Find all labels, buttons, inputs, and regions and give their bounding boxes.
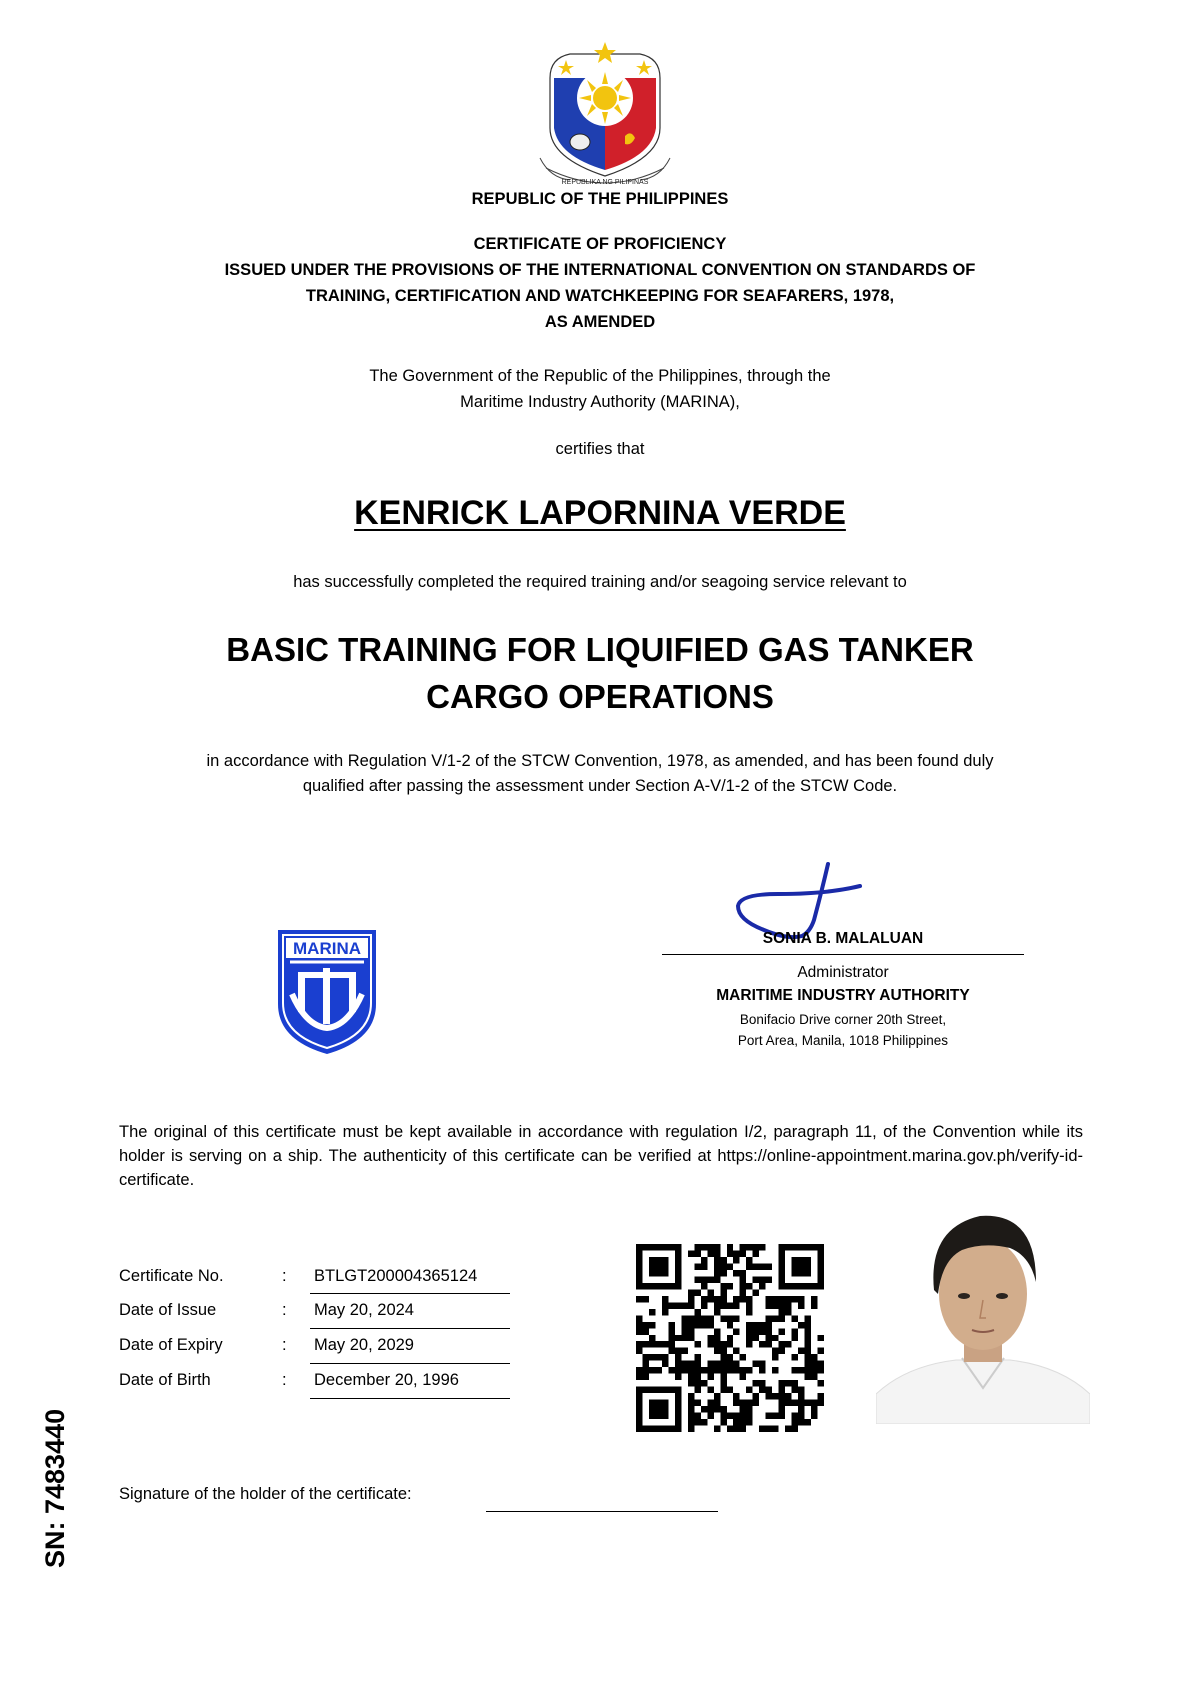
administrator-name: SONIA B. MALALUAN [762, 930, 924, 947]
course-title-line-1: BASIC TRAINING FOR LIQUIFIED GAS TANKER [226, 631, 974, 668]
date-of-birth-colon: : [282, 1371, 287, 1389]
country-heading: REPUBLIC OF THE PHILIPPINES [471, 190, 729, 208]
svg-text:MARINA: MARINA [293, 939, 361, 958]
government-line-1: The Government of the Republic of the Philippines, through the [369, 367, 831, 385]
date-of-expiry-colon: : [282, 1336, 287, 1354]
certificate-title-block [0, 231, 1200, 335]
holder-signature-label: Signature of the holder of the certificate: [119, 1485, 412, 1503]
issued-under-line-3: AS AMENDED [544, 313, 656, 331]
administrator-signature [718, 860, 878, 940]
serial-number: SN: 7483440 [40, 1408, 70, 1568]
authority-address-line-2: Port Area, Manila, 1018 Philippines [737, 1033, 949, 1048]
date-of-issue-colon: : [282, 1301, 287, 1319]
certificate-type: CERTIFICATE OF PROFICIENCY [473, 235, 727, 253]
government-statement [0, 363, 1200, 415]
date-of-expiry-underline [310, 1363, 510, 1364]
accordance-line-1: in accordance with Regulation V/1-2 of the STCW Convention, 1978, as amended, and has been found duly [206, 752, 994, 770]
holder-name: KENRICK LAPORNINA VERDE [354, 494, 846, 532]
date-of-issue-underline [310, 1328, 510, 1329]
date-of-birth-value: December 20, 1996 [314, 1371, 459, 1389]
certificate-number-colon: : [282, 1267, 287, 1285]
administrator-signature-line [662, 954, 1024, 955]
course-title [0, 626, 1200, 720]
verification-qr-code[interactable] [636, 1244, 824, 1432]
date-of-issue-value: May 20, 2024 [314, 1301, 414, 1319]
administrator-title: Administrator [797, 964, 889, 981]
date-of-birth-label: Date of Birth [119, 1371, 211, 1389]
certificate-number-underline [310, 1293, 510, 1294]
issued-under-line-1: ISSUED UNDER THE PROVISIONS OF THE INTERNATIONAL CONVENTION ON STANDARDS OF [224, 261, 976, 279]
date-of-issue-label: Date of Issue [119, 1301, 217, 1319]
authority-address-line-1: Bonifacio Drive corner 20th Street, [739, 1012, 947, 1027]
authenticity-note: The original of this certificate must be kept available in accordance with regulation I/2, paragraph 11, of the Convention while its holder is serving on a ship. The authenticity of this certificate can be verified at https://online-appointment.marina.gov.ph/verify-id-certificate. [119, 1123, 1083, 1189]
completion-statement: has successfully completed the required training and/or seagoing service relevant to [293, 573, 907, 591]
date-of-expiry-label: Date of Expiry [119, 1336, 223, 1354]
certificate-number-value: BTLGT200004365124 [314, 1267, 478, 1285]
government-line-2: Maritime Industry Authority (MARINA), [460, 393, 740, 411]
svg-text:REPUBLIKA NG PILIPINAS: REPUBLIKA NG PILIPINAS [561, 179, 649, 186]
certificate-number-label: Certificate No. [119, 1267, 224, 1285]
date-of-expiry-value: May 20, 2029 [314, 1336, 414, 1354]
holder-signature-line [486, 1511, 718, 1512]
accordance-statement [0, 749, 1200, 799]
holder-photo [876, 1198, 1090, 1424]
philippine-seal-logo [530, 38, 680, 188]
course-title-line-2: CARGO OPERATIONS [426, 678, 774, 715]
marina-logo [276, 928, 378, 1056]
issued-under-line-2: TRAINING, CERTIFICATION AND WATCHKEEPING FOR SEAFARERS, 1978, [305, 287, 895, 305]
authority-name: MARITIME INDUSTRY AUTHORITY [716, 987, 970, 1004]
date-of-birth-underline [310, 1398, 510, 1399]
accordance-line-2: qualified after passing the assessment under Section A-V/1-2 of the STCW Code. [302, 777, 898, 795]
certifies-that: certifies that [555, 440, 645, 458]
